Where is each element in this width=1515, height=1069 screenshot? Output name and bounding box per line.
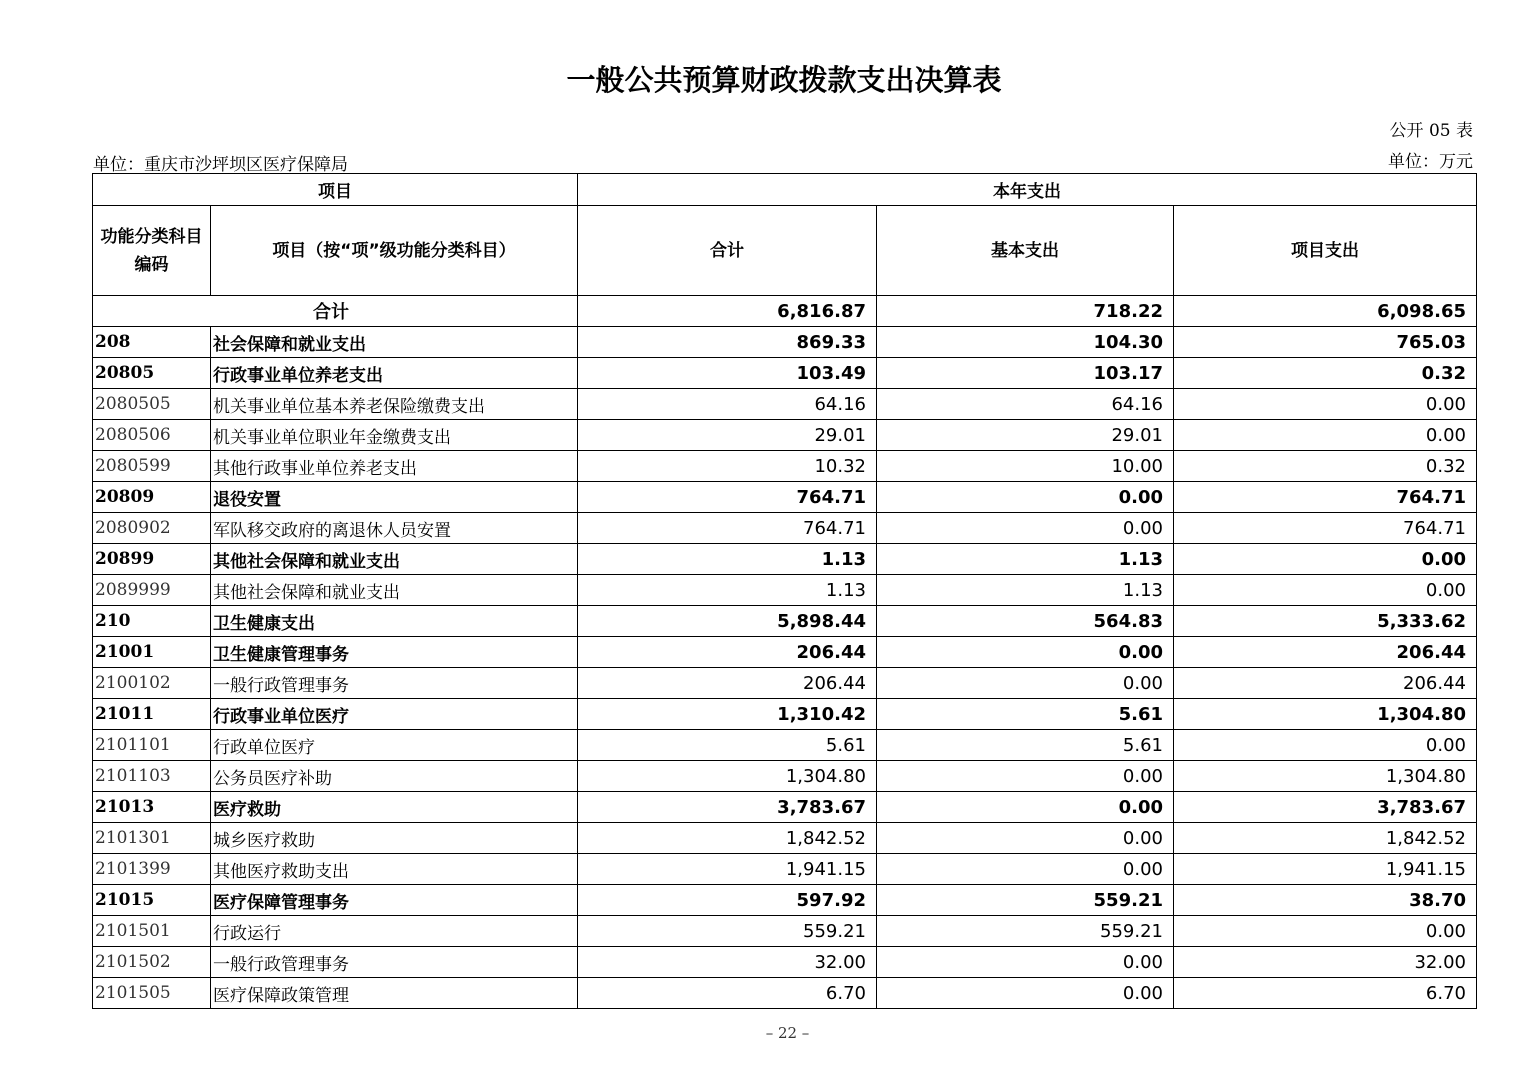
row-total: 206.44	[578, 668, 877, 699]
row-project: 1,304.80	[1174, 699, 1477, 730]
total-total: 6,816.87	[578, 296, 877, 327]
row-code: 208	[93, 327, 211, 358]
total-project: 6,098.65	[1174, 296, 1477, 327]
row-total: 32.00	[578, 947, 877, 978]
row-code: 21001	[93, 637, 211, 668]
row-project: 38.70	[1174, 885, 1477, 916]
row-code: 2089999	[93, 575, 211, 606]
table-row	[93, 451, 1477, 482]
row-basic: 103.17	[877, 358, 1174, 389]
row-code: 21011	[93, 699, 211, 730]
row-code: 2101301	[93, 823, 211, 854]
row-name: 一般行政管理事务	[211, 668, 578, 699]
header-name: 项目（按“项”级功能分类科目）	[211, 206, 578, 296]
row-total: 597.92	[578, 885, 877, 916]
page-title: 一般公共预算财政拨款支出决算表	[566, 63, 1002, 97]
row-name: 机关事业单位职业年金缴费支出	[211, 420, 578, 451]
row-total: 764.71	[578, 482, 877, 513]
row-total: 1,304.80	[578, 761, 877, 792]
expenditure-table	[92, 173, 1477, 1009]
table-row	[93, 916, 1477, 947]
header-basic: 基本支出	[877, 206, 1174, 296]
row-name: 其他医疗救助支出	[211, 854, 578, 885]
row-code: 2101505	[93, 978, 211, 1009]
row-name: 退役安置	[211, 482, 578, 513]
row-code: 2101502	[93, 947, 211, 978]
row-project: 0.00	[1174, 389, 1477, 420]
row-basic: 0.00	[877, 854, 1174, 885]
row-project: 1,941.15	[1174, 854, 1477, 885]
row-code: 2101101	[93, 730, 211, 761]
table-row	[93, 544, 1477, 575]
table-row	[93, 513, 1477, 544]
table-row	[93, 668, 1477, 699]
row-code: 2080902	[93, 513, 211, 544]
row-project: 206.44	[1174, 637, 1477, 668]
row-name: 行政单位医疗	[211, 730, 578, 761]
table-row	[93, 699, 1477, 730]
row-project: 0.00	[1174, 544, 1477, 575]
row-name: 行政运行	[211, 916, 578, 947]
row-project: 0.00	[1174, 916, 1477, 947]
row-name: 行政事业单位医疗	[211, 699, 578, 730]
row-name: 军队移交政府的离退休人员安置	[211, 513, 578, 544]
row-basic: 64.16	[877, 389, 1174, 420]
row-total: 6.70	[578, 978, 877, 1009]
row-basic: 0.00	[877, 792, 1174, 823]
row-code: 2101501	[93, 916, 211, 947]
row-project: 764.71	[1174, 482, 1477, 513]
row-basic: 29.01	[877, 420, 1174, 451]
row-total: 64.16	[578, 389, 877, 420]
header-row-2	[93, 206, 1477, 296]
table-row	[93, 885, 1477, 916]
row-name: 医疗保障政策管理	[211, 978, 578, 1009]
row-project: 0.00	[1174, 730, 1477, 761]
row-project: 3,783.67	[1174, 792, 1477, 823]
row-name: 卫生健康管理事务	[211, 637, 578, 668]
total-basic: 718.22	[877, 296, 1174, 327]
row-total: 1.13	[578, 544, 877, 575]
page-number: – 22 –	[765, 1024, 810, 1042]
row-basic: 559.21	[877, 916, 1174, 947]
table-row	[93, 730, 1477, 761]
row-basic: 5.61	[877, 730, 1174, 761]
row-basic: 1.13	[877, 544, 1174, 575]
header-current-year: 本年支出	[578, 174, 1477, 206]
row-basic: 1.13	[877, 575, 1174, 606]
row-name: 行政事业单位养老支出	[211, 358, 578, 389]
row-name: 卫生健康支出	[211, 606, 578, 637]
row-basic: 0.00	[877, 482, 1174, 513]
row-code: 20899	[93, 544, 211, 575]
row-name: 医疗救助	[211, 792, 578, 823]
form-number: 公开 05 表	[1389, 121, 1473, 141]
row-basic: 5.61	[877, 699, 1174, 730]
table-row	[93, 420, 1477, 451]
row-name: 其他社会保障和就业支出	[211, 544, 578, 575]
row-basic: 104.30	[877, 327, 1174, 358]
table-row	[93, 575, 1477, 606]
total-row	[93, 296, 1477, 327]
row-project: 0.00	[1174, 420, 1477, 451]
currency-unit: 单位：万元	[1388, 152, 1473, 172]
row-project: 5,333.62	[1174, 606, 1477, 637]
row-code: 20805	[93, 358, 211, 389]
row-basic: 0.00	[877, 761, 1174, 792]
row-code: 2080599	[93, 451, 211, 482]
row-name: 其他社会保障和就业支出	[211, 575, 578, 606]
row-project: 6.70	[1174, 978, 1477, 1009]
row-total: 3,783.67	[578, 792, 877, 823]
row-project: 0.32	[1174, 358, 1477, 389]
row-total: 1,310.42	[578, 699, 877, 730]
header-code: 功能分类科目编码	[93, 206, 211, 296]
table-row	[93, 823, 1477, 854]
row-total: 5,898.44	[578, 606, 877, 637]
row-total: 10.32	[578, 451, 877, 482]
row-name: 公务员医疗补助	[211, 761, 578, 792]
row-code: 2100102	[93, 668, 211, 699]
row-basic: 564.83	[877, 606, 1174, 637]
header-total: 合计	[578, 206, 877, 296]
row-name: 医疗保障管理事务	[211, 885, 578, 916]
row-total: 1.13	[578, 575, 877, 606]
row-basic: 559.21	[877, 885, 1174, 916]
row-code: 2080506	[93, 420, 211, 451]
row-project: 765.03	[1174, 327, 1477, 358]
row-total: 1,842.52	[578, 823, 877, 854]
row-code: 2080505	[93, 389, 211, 420]
row-project: 764.71	[1174, 513, 1477, 544]
row-project: 32.00	[1174, 947, 1477, 978]
table-row	[93, 389, 1477, 420]
row-project: 0.00	[1174, 575, 1477, 606]
row-code: 2101103	[93, 761, 211, 792]
row-basic: 0.00	[877, 637, 1174, 668]
row-project: 206.44	[1174, 668, 1477, 699]
row-name: 一般行政管理事务	[211, 947, 578, 978]
row-basic: 10.00	[877, 451, 1174, 482]
row-project: 0.32	[1174, 451, 1477, 482]
row-basic: 0.00	[877, 668, 1174, 699]
row-project: 1,842.52	[1174, 823, 1477, 854]
row-total: 206.44	[578, 637, 877, 668]
row-code: 21013	[93, 792, 211, 823]
row-basic: 0.00	[877, 513, 1174, 544]
row-code: 2101399	[93, 854, 211, 885]
row-project: 1,304.80	[1174, 761, 1477, 792]
header-project-exp: 项目支出	[1174, 206, 1477, 296]
row-basic: 0.00	[877, 978, 1174, 1009]
row-name: 社会保障和就业支出	[211, 327, 578, 358]
table-row	[93, 637, 1477, 668]
row-total: 103.49	[578, 358, 877, 389]
table-row	[93, 761, 1477, 792]
table-row	[93, 482, 1477, 513]
header-row-1	[93, 174, 1477, 206]
table-row	[93, 792, 1477, 823]
row-code: 210	[93, 606, 211, 637]
row-name: 城乡医疗救助	[211, 823, 578, 854]
row-total: 869.33	[578, 327, 877, 358]
row-total: 29.01	[578, 420, 877, 451]
row-name: 机关事业单位基本养老保险缴费支出	[211, 389, 578, 420]
row-basic: 0.00	[877, 823, 1174, 854]
table-row	[93, 978, 1477, 1009]
total-label: 合计	[93, 296, 578, 327]
header-project: 项目	[93, 174, 578, 206]
table-row	[93, 358, 1477, 389]
row-total: 559.21	[578, 916, 877, 947]
reporting-unit: 单位：重庆市沙坪坝区医疗保障局	[93, 155, 348, 175]
table-row	[93, 947, 1477, 978]
row-total: 5.61	[578, 730, 877, 761]
table-row	[93, 854, 1477, 885]
row-name: 其他行政事业单位养老支出	[211, 451, 578, 482]
row-basic: 0.00	[877, 947, 1174, 978]
row-code: 20809	[93, 482, 211, 513]
row-code: 21015	[93, 885, 211, 916]
table-row	[93, 327, 1477, 358]
row-total: 764.71	[578, 513, 877, 544]
row-total: 1,941.15	[578, 854, 877, 885]
table-row	[93, 606, 1477, 637]
